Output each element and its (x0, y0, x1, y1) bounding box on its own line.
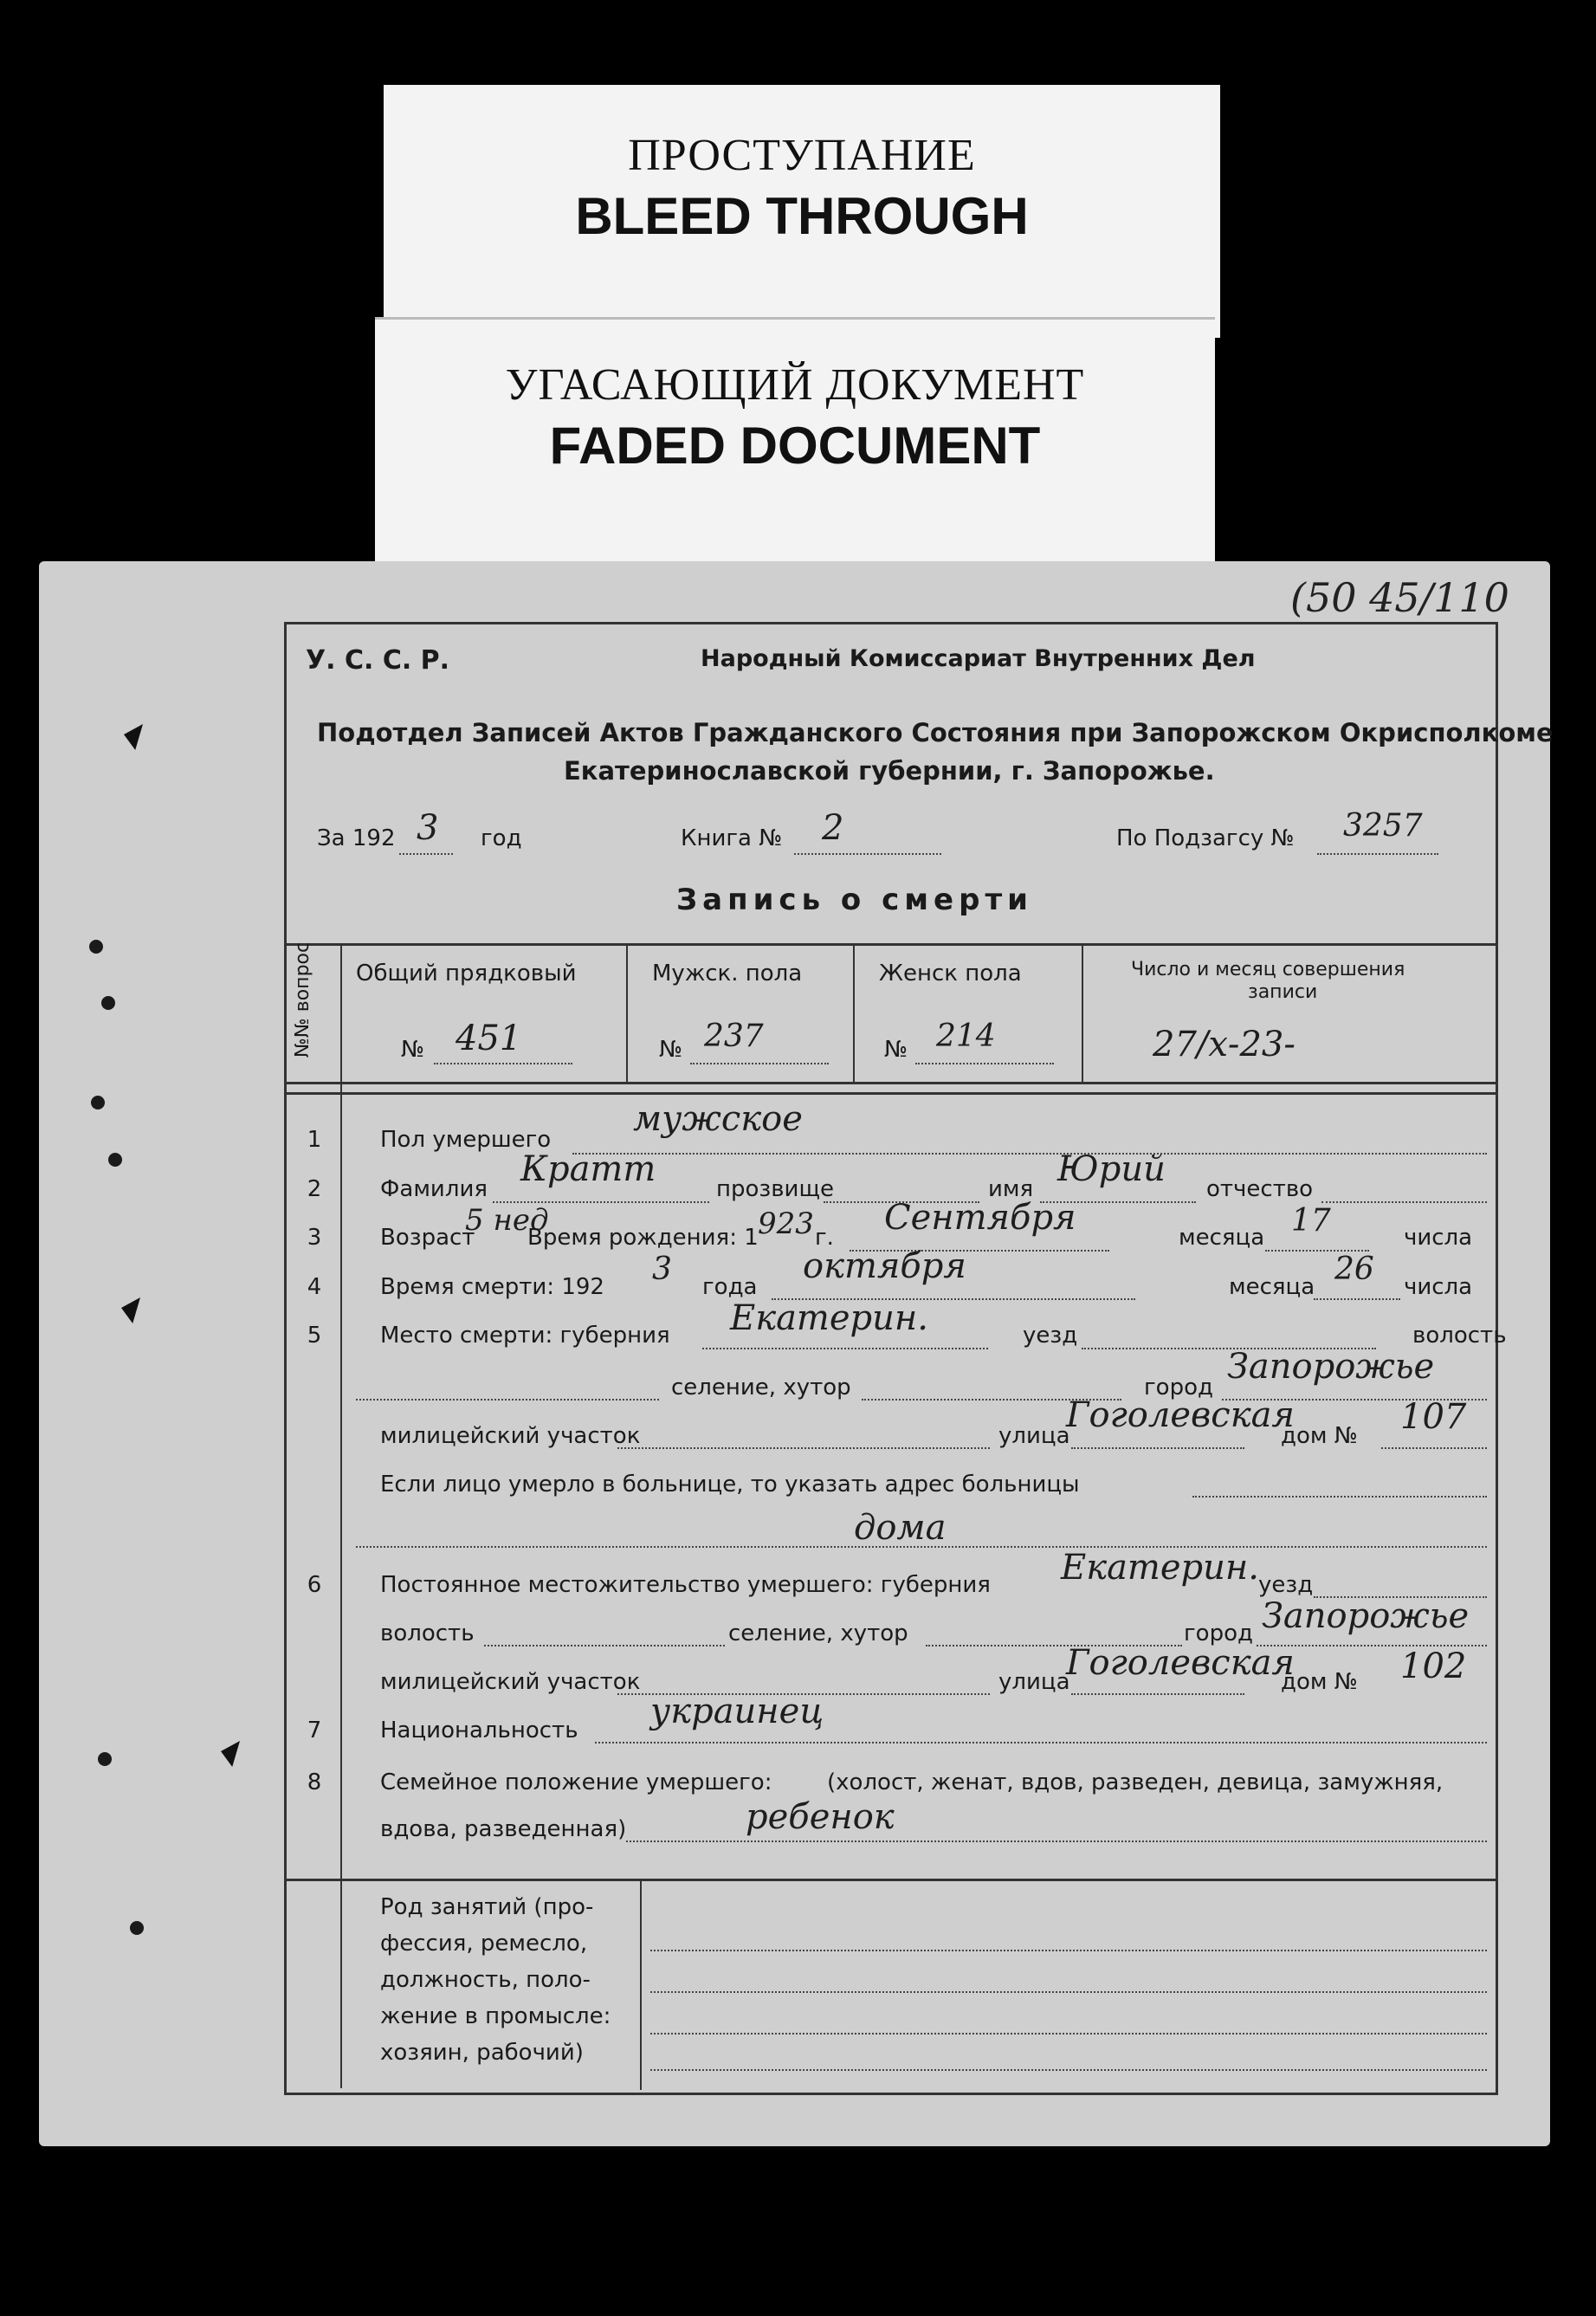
row-number: 4 (307, 1274, 322, 1300)
marital-value: ребенок (746, 1797, 895, 1837)
death-gubernia: Екатерин. (730, 1298, 928, 1338)
residence-city: Запорожье (1262, 1596, 1470, 1636)
date-label: Число и месяц совершения (1131, 959, 1405, 980)
female-no: № (884, 1037, 908, 1063)
row-number: 5 (307, 1323, 322, 1349)
birth-g: г. (815, 1225, 834, 1251)
subarchive-value: 3257 (1343, 808, 1423, 844)
residence-house-label: дом № (1281, 1669, 1358, 1695)
day-label: числа (1404, 1225, 1473, 1251)
row-number: 6 (307, 1572, 322, 1598)
death-record-form (284, 622, 1554, 2095)
book-value: 2 (822, 808, 844, 848)
patronymic-label: отчество (1206, 1176, 1314, 1202)
marital-label: Семейное положение умершего: (380, 1769, 772, 1795)
name-label: имя (988, 1176, 1034, 1202)
city-label: город (1144, 1375, 1213, 1401)
row-number: 3 (307, 1225, 322, 1251)
female-value: 214 (936, 1019, 996, 1054)
birth-label: Время рождения: 1 (527, 1225, 759, 1251)
hospital-label: Если лицо умерло в больнице, то указать адрес больницы (380, 1472, 1080, 1498)
occupation-label-2: фессия, ремесло, (380, 1931, 588, 1957)
notice-ru-text: ПРОСТУПАНИЕ (628, 131, 976, 180)
male-no: № (659, 1037, 683, 1063)
death-house: 107 (1400, 1397, 1467, 1437)
paper-tear (121, 1297, 140, 1323)
residence-gubernia: Екатерин. (1061, 1548, 1259, 1588)
sex-value: мужское (633, 1099, 803, 1139)
paper-tear (221, 1741, 240, 1767)
occupation-label-3: должность, поло- (380, 1967, 591, 1993)
age-label: Возраст (380, 1225, 475, 1251)
general-label: Общий прядковый (356, 961, 577, 987)
male-label: Мужск. пола (652, 961, 803, 987)
volost-label: волость (1412, 1323, 1507, 1349)
death-month-label: месяца (1229, 1274, 1315, 1300)
subarchive-label: По Подзагсу № (1116, 825, 1295, 851)
nationality-value: украинец (650, 1692, 824, 1731)
village-label: селение, хутор (671, 1375, 851, 1401)
surname-value: Кратт (520, 1149, 656, 1189)
date-value: 27/х-23- (1153, 1025, 1296, 1064)
general-value: 451 (456, 1019, 522, 1058)
commissariat-label: Народный Комиссариат Внутренних Дел (701, 645, 1256, 672)
notice-en-text: BLEED THROUGH (575, 187, 1029, 245)
death-month: октября (803, 1246, 966, 1286)
nationality-label: Национальность (380, 1718, 578, 1743)
punch-hole (89, 940, 103, 954)
police-label: милицейский участок (380, 1423, 641, 1449)
death-year-label: года (702, 1274, 758, 1300)
year-label: За 192 (317, 825, 396, 851)
occupation-label-5: хозяин, рабочий) (380, 2040, 584, 2066)
question-number-header: №№ вопрос (292, 941, 313, 1058)
age-value: 5 нед (465, 1203, 549, 1238)
department-line-1: Подотдел Записей Актов Гражданского Состояния при Запорожском Окрисполкоме (317, 718, 1554, 747)
death-year: 3 (652, 1252, 672, 1287)
nickname-label: прозвище (716, 1176, 834, 1202)
birth-day: 17 (1291, 1203, 1331, 1239)
death-time-label: Время смерти: 192 (380, 1274, 604, 1300)
book-label: Книга № (681, 825, 783, 851)
sex-label: Пол умершего (380, 1127, 552, 1153)
residence-city-label: город (1184, 1621, 1253, 1646)
female-label: Женск пола (879, 961, 1022, 987)
residence-uezd-label: уезд (1258, 1572, 1314, 1598)
paper-tear (124, 724, 143, 750)
residence-village-label: селение, хутор (728, 1621, 908, 1646)
punch-hole (98, 1752, 112, 1766)
row-number: 8 (307, 1769, 322, 1795)
death-day-label: числа (1404, 1274, 1473, 1300)
male-value: 237 (704, 1019, 764, 1054)
year-suffix: год (481, 825, 522, 851)
month-label: месяца (1179, 1225, 1265, 1251)
house-label: дом № (1281, 1423, 1358, 1449)
residence-street: Гоголевская (1066, 1643, 1295, 1683)
department-line-2: Екатеринославской губернии, г. Запорожье. (564, 756, 1215, 786)
punch-hole (91, 1096, 105, 1109)
name-value: Юрий (1057, 1149, 1166, 1189)
death-day: 26 (1334, 1252, 1374, 1287)
punch-hole (101, 996, 115, 1010)
street-label: улица (998, 1423, 1070, 1449)
residence-street-label: улица (998, 1669, 1070, 1695)
row-number: 2 (307, 1176, 322, 1202)
punch-hole (108, 1153, 122, 1167)
notice-en-text: FADED DOCUMENT (549, 417, 1041, 475)
record-title: Запись о смерти (676, 883, 1033, 917)
uezd-label: уезд (1023, 1323, 1078, 1349)
death-place-label: Место смерти: губерния (380, 1323, 670, 1349)
death-city: Запорожье (1227, 1347, 1435, 1387)
date-label-2: записи (1248, 981, 1318, 1003)
bleed-through-notice (384, 85, 1220, 338)
ussr-label: У. С. С. Р. (306, 645, 450, 676)
year-value: 3 (417, 808, 439, 848)
row-number: 7 (307, 1718, 322, 1743)
residence-house: 102 (1400, 1646, 1467, 1686)
birth-year: 923 (758, 1207, 814, 1241)
hospital-value: дома (854, 1508, 947, 1548)
residence-police-label: милицейский участок (380, 1669, 641, 1695)
marital-options-2: вдова, разведенная) (380, 1816, 627, 1842)
residence-label: Постоянное местожительство умершего: губерния (380, 1572, 991, 1598)
death-street: Гоголевская (1066, 1395, 1295, 1435)
residence-volost-label: волость (380, 1621, 475, 1646)
birth-month: Сентября (884, 1198, 1076, 1238)
occupation-label-4: жение в промысле: (380, 2003, 611, 2029)
punch-hole (130, 1921, 144, 1935)
occupation-label-1: Род занятий (про- (380, 1894, 594, 1920)
row-number: 1 (307, 1127, 322, 1153)
marital-options-1: (холост, женат, вдов, разведен, девица, замужняя, (827, 1769, 1444, 1795)
general-no: № (401, 1037, 425, 1063)
margin-note: (50 45/110 (1290, 574, 1509, 621)
faded-document-notice (375, 317, 1215, 564)
surname-label: Фамилия (380, 1176, 488, 1202)
notice-ru-text: УГАСАЮЩИЙ ДОКУМЕНТ (505, 360, 1085, 410)
